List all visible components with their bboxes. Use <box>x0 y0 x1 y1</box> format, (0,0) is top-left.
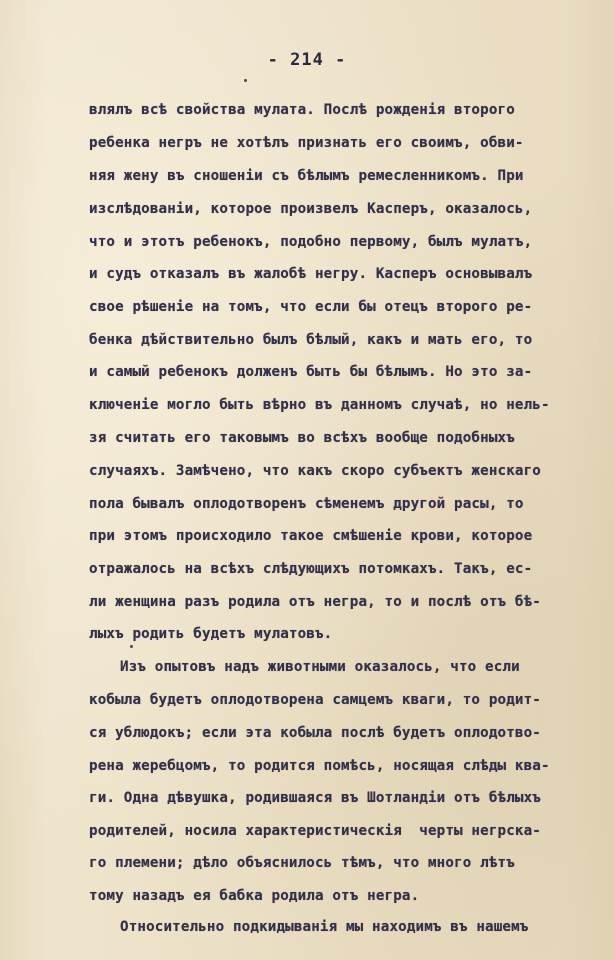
paragraph-first-line: Изъ опытовъ надъ животными оказалось, что если <box>120 659 520 675</box>
text-line: лыхъ родить будетъ мулатовъ. <box>89 626 333 642</box>
text-line: ги. Одна дѣвушка, родившаяся въ Шотландіи отъ бѣлыхъ <box>89 790 541 806</box>
text-line: случаяхъ. Замѣчено, что какъ скоро субъектъ женскаго <box>89 463 541 479</box>
text-line: свое рѣшеніе на томъ, что если бы отецъ второго ре- <box>89 299 533 315</box>
text-line: что и этотъ ребенокъ, подобно первому, былъ мулатъ, <box>89 234 533 250</box>
text-line: и самый ребенокъ долженъ быть бы бѣлымъ. Но это за- <box>89 364 533 380</box>
text-line: при этомъ происходило такое смѣшеніе крови, которое <box>89 528 533 544</box>
text-line: влялъ всѣ свойства мулата. Послѣ рожденія второго <box>89 102 515 118</box>
text-line: родителей, носила характеристическія черты негрска- <box>89 823 541 839</box>
text-line: ключеніе могло быть вѣрно въ данномъ случаѣ, но нель- <box>89 397 550 413</box>
text-line: го племени; дѣло объяснилось тѣмъ, что много лѣтъ <box>89 855 515 871</box>
text-line: изслѣдованіи, которое произвелъ Касперъ, оказалось, <box>89 201 533 217</box>
text-line: и судъ отказалъ въ жалобѣ негру. Касперъ основывалъ <box>89 266 533 282</box>
paragraph-first-line: Относительно подкидыванія мы находимъ въ нашемъ <box>120 919 529 935</box>
text-line: няя жену въ сношеніи съ бѣлымъ ремесленникомъ. При <box>89 168 524 184</box>
text-line: зя считать его таковымъ во всѣхъ вообще подобныхъ <box>89 430 515 446</box>
text-line: тому назадъ ея бабка родила отъ негра. <box>89 888 420 904</box>
text-line: ли женщина разъ родила отъ негра, то и послѣ отъ бѣ- <box>89 594 541 610</box>
text-line: ребенка негръ не хотѣлъ признать его своимъ, обви- <box>89 135 524 151</box>
text-line: отражалось на всѣхъ слѣдующихъ потомкахъ. Такъ, ес- <box>89 561 533 577</box>
text-line: пола бывалъ оплодотворенъ сѣменемъ другой расы, то <box>89 496 524 512</box>
text-line: бенка дѣйствительно былъ бѣлый, какъ и мать его, то <box>89 332 533 348</box>
text-line: рена жеребцомъ, то родится помѣсь, носящая слѣды ква- <box>89 758 550 774</box>
page-number: - 214 - <box>267 50 347 70</box>
text-line: кобыла будетъ оплодотворена самцемъ кваги, то родит- <box>89 692 541 708</box>
text-line: ся ублюдокъ; если эта кобыла послѣ будетъ оплодотво- <box>89 725 541 741</box>
